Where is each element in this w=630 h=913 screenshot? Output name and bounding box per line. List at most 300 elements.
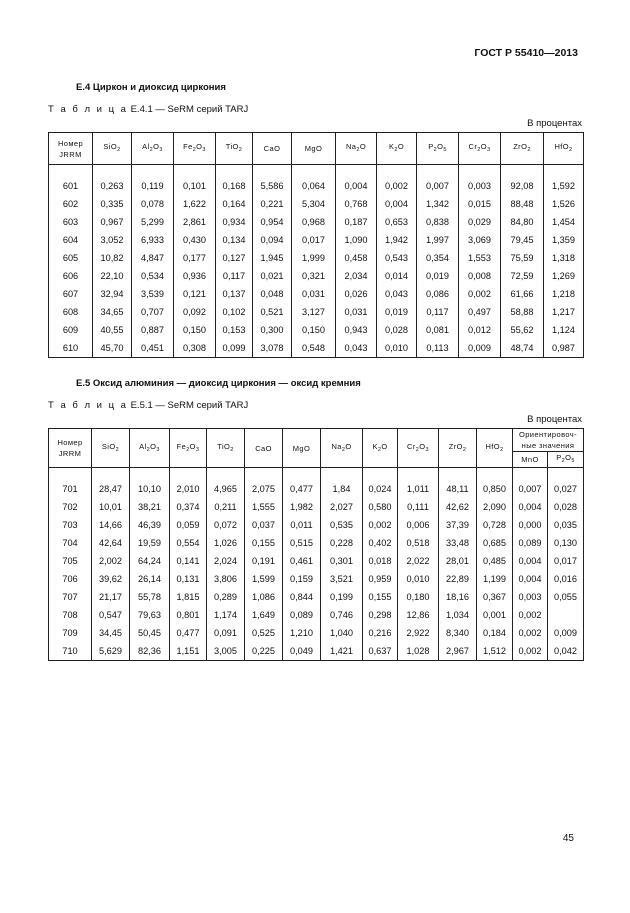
table-cell: 1,086 <box>245 588 283 606</box>
table-cell: 0,002 <box>513 606 548 624</box>
table-cell: 1,124 <box>544 321 584 339</box>
table-cell: 0,485 <box>477 552 513 570</box>
table-cell: 0,150 <box>292 321 336 339</box>
table-cell: 0,043 <box>377 285 417 303</box>
table-cell: 0,017 <box>292 231 336 249</box>
table-row <box>49 285 584 303</box>
col-hfo2: HfO$_2$ <box>544 133 584 165</box>
table-cell: 0,002 <box>513 642 548 661</box>
table-cell: 0,007 <box>417 173 459 195</box>
table-cell: 1,210 <box>283 624 321 642</box>
table-cell: 0,078 <box>132 195 174 213</box>
col-al2o3: $Al_2O_3$ <box>132 133 174 165</box>
col-number: Номер JRRM <box>49 429 92 468</box>
table-cell: 1,342 <box>417 195 459 213</box>
table-cell: 42,64 <box>92 534 130 552</box>
table-cell: 32,94 <box>93 285 132 303</box>
table-row <box>49 213 584 231</box>
row-number-cell: 603 <box>49 213 93 231</box>
table-cell: 0,547 <box>92 606 130 624</box>
table-cell: 0,164 <box>216 195 253 213</box>
table-cell: 0,518 <box>398 534 439 552</box>
table-cell: 0,027 <box>548 476 584 498</box>
row-number-cell: 701 <box>49 476 92 498</box>
col-mno: MnO <box>513 452 548 468</box>
row-number-cell: 707 <box>49 588 92 606</box>
table-row <box>49 303 584 321</box>
table-cell: 0,477 <box>170 624 207 642</box>
col-p2o5: $P_2O_5$ <box>548 452 584 468</box>
table-cell: 1,622 <box>174 195 216 213</box>
table-cell: 0,354 <box>417 249 459 267</box>
table-cell: 0,089 <box>513 534 548 552</box>
table-cell: 2,002 <box>92 552 130 570</box>
table-cell: 3,052 <box>93 231 132 249</box>
table-cell: 0,004 <box>377 195 417 213</box>
caption-prefix: Т а б л и ц а <box>48 104 128 115</box>
table-cell: 0,367 <box>477 588 513 606</box>
table-cell: 1,592 <box>544 173 584 195</box>
table-cell: 1,011 <box>398 476 439 498</box>
table-cell: 0,043 <box>336 339 377 358</box>
table-cell: 1,269 <box>544 267 584 285</box>
table-cell: 1,034 <box>439 606 477 624</box>
table-cell: 18,16 <box>439 588 477 606</box>
table-cell: 5,304 <box>292 195 336 213</box>
table-cell: 0,072 <box>207 516 245 534</box>
table-cell: 19,59 <box>130 534 170 552</box>
table-cell: 48,74 <box>501 339 544 358</box>
table-cell: 0,024 <box>363 476 398 498</box>
table-cell: 0,543 <box>377 249 417 267</box>
table-cell: 2,967 <box>439 642 477 661</box>
col-mgo: MgO <box>292 133 336 165</box>
col-na2o: $Na_2O$ <box>321 429 363 468</box>
table-cell: 0,707 <box>132 303 174 321</box>
table-cell: 0,002 <box>363 516 398 534</box>
table-cell: 0,801 <box>170 606 207 624</box>
table-cell: 0,016 <box>548 570 584 588</box>
table-cell: 0,289 <box>207 588 245 606</box>
col-cr2o3: $Cr_2O_3$ <box>398 429 439 468</box>
table-cell: 0,554 <box>170 534 207 552</box>
table-cell: 0,535 <box>321 516 363 534</box>
section-e4-title: Е.4 Циркон и диоксид циркония <box>76 82 226 93</box>
table-cell: 61,66 <box>501 285 544 303</box>
table-cell: 0,177 <box>174 249 216 267</box>
row-number-cell: 708 <box>49 606 92 624</box>
table-cell: 1,815 <box>170 588 207 606</box>
table-cell: 0,155 <box>245 534 283 552</box>
table-row <box>49 173 584 195</box>
table-cell: 3,521 <box>321 570 363 588</box>
table-row <box>49 249 584 267</box>
units-label: В процентах <box>527 414 582 425</box>
table-cell: 0,374 <box>170 498 207 516</box>
table-cell: 0,168 <box>216 173 253 195</box>
table-cell: 2,922 <box>398 624 439 642</box>
row-number-cell: 710 <box>49 642 92 661</box>
table-cell: 0,159 <box>283 570 321 588</box>
table-cell: 0,007 <box>513 476 548 498</box>
table-cell: 0,263 <box>93 173 132 195</box>
table-cell: 2,861 <box>174 213 216 231</box>
table-cell: 0,430 <box>174 231 216 249</box>
table-e51-caption <box>48 400 248 411</box>
table-cell: 1,997 <box>417 231 459 249</box>
col-hfo2: HfO$_2$ <box>477 429 513 468</box>
table-cell: 0,216 <box>363 624 398 642</box>
table-cell: 0,017 <box>548 552 584 570</box>
table-cell: 0,451 <box>132 339 174 358</box>
table-cell: 0,049 <box>283 642 321 661</box>
table-cell: 5,629 <box>92 642 130 661</box>
table-cell: 1,151 <box>170 642 207 661</box>
table-cell: 0,010 <box>377 339 417 358</box>
col-tio2: TiO$_2$ <box>207 429 245 468</box>
table-cell: 1,945 <box>253 249 292 267</box>
col-k2o: $K_2O$ <box>363 429 398 468</box>
table-cell: 39,62 <box>92 570 130 588</box>
table-e41 <box>48 132 584 358</box>
table-cell: 1,421 <box>321 642 363 661</box>
table-cell: 0,117 <box>417 303 459 321</box>
table-cell: 22,89 <box>439 570 477 588</box>
table-cell: 2,024 <box>207 552 245 570</box>
table-cell: 72,59 <box>501 267 544 285</box>
table-cell: 0,967 <box>93 213 132 231</box>
table-cell: 0,099 <box>216 339 253 358</box>
table-cell: 0,768 <box>336 195 377 213</box>
table-cell: 0,934 <box>216 213 253 231</box>
table-e51 <box>48 428 584 661</box>
table-row <box>49 516 584 534</box>
table-cell: 3,069 <box>459 231 501 249</box>
col-al2o3: $Al_2O_3$ <box>130 429 170 468</box>
table-cell: 0,580 <box>363 498 398 516</box>
table-cell: 0,228 <box>321 534 363 552</box>
table-row <box>49 552 584 570</box>
col-group-indicative: Ориентировоч- ные значения <box>513 429 584 452</box>
table-cell: 1,512 <box>477 642 513 661</box>
table-row <box>49 498 584 516</box>
col-na2o: $Na_2O$ <box>336 133 377 165</box>
table-cell: 0,081 <box>417 321 459 339</box>
table-cell: 0,121 <box>174 285 216 303</box>
table-cell: 0,746 <box>321 606 363 624</box>
table-cell: 0,048 <box>253 285 292 303</box>
table-cell: 50,45 <box>130 624 170 642</box>
table-cell: 0,968 <box>292 213 336 231</box>
table-cell: 0,653 <box>377 213 417 231</box>
row-number-cell: 706 <box>49 570 92 588</box>
table-cell: 2,034 <box>336 267 377 285</box>
table-cell: 22,10 <box>93 267 132 285</box>
table-cell: 1,026 <box>207 534 245 552</box>
table-cell: 1,218 <box>544 285 584 303</box>
table-cell: 2,075 <box>245 476 283 498</box>
table-cell: 10,82 <box>93 249 132 267</box>
table-cell: 10,01 <box>92 498 130 516</box>
table-cell: 0,021 <box>253 267 292 285</box>
table-cell: 0,838 <box>417 213 459 231</box>
table-cell: 28,01 <box>439 552 477 570</box>
table-cell: 3,539 <box>132 285 174 303</box>
table-cell: 0,298 <box>363 606 398 624</box>
table-header-row <box>49 133 584 165</box>
table-cell: 0,521 <box>253 303 292 321</box>
table-cell: 1,553 <box>459 249 501 267</box>
table-cell: 0,113 <box>417 339 459 358</box>
table-cell: 0,685 <box>477 534 513 552</box>
table-cell: 12,86 <box>398 606 439 624</box>
table-cell: 0,150 <box>174 321 216 339</box>
col-zro2: ZrO$_2$ <box>439 429 477 468</box>
table-cell: 0,094 <box>253 231 292 249</box>
row-number-cell: 609 <box>49 321 93 339</box>
table-cell: 0,015 <box>459 195 501 213</box>
table-cell: 1,84 <box>321 476 363 498</box>
table-cell: 0,018 <box>363 552 398 570</box>
table-cell: 0,059 <box>170 516 207 534</box>
table-cell: 48,11 <box>439 476 477 498</box>
row-number-cell: 602 <box>49 195 93 213</box>
table-cell: 0,548 <box>292 339 336 358</box>
table-cell: 0,130 <box>548 534 584 552</box>
col-fe2o3: $Fe_2O_3$ <box>174 133 216 165</box>
table-cell: 33,48 <box>439 534 477 552</box>
col-k2o: $K_2O$ <box>377 133 417 165</box>
row-number-cell: 709 <box>49 624 92 642</box>
table-cell: 0,954 <box>253 213 292 231</box>
table-cell: 40,55 <box>93 321 132 339</box>
table-cell: 1,028 <box>398 642 439 661</box>
table-cell: 2,027 <box>321 498 363 516</box>
table-cell: 21,17 <box>92 588 130 606</box>
table-cell: 0,987 <box>544 339 584 358</box>
table-cell: 0,850 <box>477 476 513 498</box>
table-cell: 64,24 <box>130 552 170 570</box>
table-cell: 0,402 <box>363 534 398 552</box>
table-cell: 5,586 <box>253 173 292 195</box>
table-cell: 1,649 <box>245 606 283 624</box>
table-cell: 0,936 <box>174 267 216 285</box>
table-cell: 0,637 <box>363 642 398 661</box>
table-cell: 3,127 <box>292 303 336 321</box>
table-cell: 26,14 <box>130 570 170 588</box>
table-cell: 79,63 <box>130 606 170 624</box>
table-cell: 0,064 <box>292 173 336 195</box>
table-cell: 0,003 <box>459 173 501 195</box>
table-cell: 0,111 <box>398 498 439 516</box>
row-number-cell: 608 <box>49 303 93 321</box>
table-row <box>49 642 584 661</box>
table-cell: 0,002 <box>377 173 417 195</box>
table-cell: 0,086 <box>417 285 459 303</box>
table-row <box>49 606 584 624</box>
table-cell: 0,000 <box>513 516 548 534</box>
table-cell: 0,943 <box>336 321 377 339</box>
table-cell: 0,119 <box>132 173 174 195</box>
row-number-cell: 705 <box>49 552 92 570</box>
table-cell: 0,301 <box>321 552 363 570</box>
caption-text: Е.5.1 — SeRM серий TARJ <box>130 400 249 411</box>
col-cao: CaO <box>253 133 292 165</box>
table-cell: 1,174 <box>207 606 245 624</box>
table-cell: 3,078 <box>253 339 292 358</box>
table-cell: 0,102 <box>216 303 253 321</box>
table-cell: 0,461 <box>283 552 321 570</box>
table-cell: 88,48 <box>501 195 544 213</box>
table-row <box>49 476 584 498</box>
table-cell: 0,101 <box>174 173 216 195</box>
table-cell: 46,39 <box>130 516 170 534</box>
table-cell: 0,014 <box>377 267 417 285</box>
table-cell: 79,45 <box>501 231 544 249</box>
table-cell: 5,299 <box>132 213 174 231</box>
table-cell: 0,321 <box>292 267 336 285</box>
table-cell: 1,217 <box>544 303 584 321</box>
table-cell: 0,008 <box>459 267 501 285</box>
table-cell: 0,037 <box>245 516 283 534</box>
table-cell: 0,004 <box>513 552 548 570</box>
table-cell: 0,004 <box>513 570 548 588</box>
col-cao: CaO <box>245 429 283 468</box>
table-cell: 0,009 <box>548 624 584 642</box>
table-cell: 0,335 <box>93 195 132 213</box>
table-cell: 0,187 <box>336 213 377 231</box>
table-cell: 0,211 <box>207 498 245 516</box>
table-cell: 1,090 <box>336 231 377 249</box>
table-cell: 1,599 <box>245 570 283 588</box>
caption-text: Е.4.1 — SeRM серий TARJ <box>130 104 249 115</box>
table-cell: 0,006 <box>398 516 439 534</box>
table-cell: 0,155 <box>363 588 398 606</box>
table-cell: 0,131 <box>170 570 207 588</box>
table-cell: 0,089 <box>283 606 321 624</box>
caption-prefix: Т а б л и ц а <box>48 400 128 411</box>
col-number: Номер JRRM <box>49 133 93 165</box>
table-cell: 34,65 <box>93 303 132 321</box>
table-cell: 58,88 <box>501 303 544 321</box>
table-cell: 84,80 <box>501 213 544 231</box>
table-row <box>49 624 584 642</box>
table-cell: 0,141 <box>170 552 207 570</box>
table-cell: 0,012 <box>459 321 501 339</box>
table-cell: 1,526 <box>544 195 584 213</box>
table-cell: 45,70 <box>93 339 132 358</box>
table-cell: 0,525 <box>245 624 283 642</box>
table-cell: 3,005 <box>207 642 245 661</box>
table-cell: 0,127 <box>216 249 253 267</box>
table-row <box>49 231 584 249</box>
table-cell: 34,45 <box>92 624 130 642</box>
table-cell: 6,933 <box>132 231 174 249</box>
table-cell: 0,026 <box>336 285 377 303</box>
row-number-cell: 610 <box>49 339 93 358</box>
row-number-cell: 606 <box>49 267 93 285</box>
table-cell: 0,134 <box>216 231 253 249</box>
table-cell: 0,534 <box>132 267 174 285</box>
table-cell: 1,999 <box>292 249 336 267</box>
table-cell <box>548 606 584 624</box>
table-cell: 0,728 <box>477 516 513 534</box>
table-cell: 0,225 <box>245 642 283 661</box>
table-cell: 55,62 <box>501 321 544 339</box>
table-cell: 2,010 <box>170 476 207 498</box>
col-sio2: SiO$_2$ <box>93 133 132 165</box>
table-cell: 0,308 <box>174 339 216 358</box>
table-cell: 4,847 <box>132 249 174 267</box>
table-cell: 1,199 <box>477 570 513 588</box>
standard-number: ГОСТ Р 55410—2013 <box>474 47 578 59</box>
row-number-cell: 601 <box>49 173 93 195</box>
table-cell: 0,002 <box>459 285 501 303</box>
table-row <box>49 588 584 606</box>
table-cell: 0,477 <box>283 476 321 498</box>
table-cell: 0,887 <box>132 321 174 339</box>
table-cell: 0,011 <box>283 516 321 534</box>
table-cell: 0,153 <box>216 321 253 339</box>
row-number-cell: 607 <box>49 285 93 303</box>
table-cell: 0,004 <box>336 173 377 195</box>
table-cell: 1,040 <box>321 624 363 642</box>
table-row <box>49 267 584 285</box>
table-cell: 0,199 <box>321 588 363 606</box>
table-cell: 82,36 <box>130 642 170 661</box>
col-sio2: SiO$_2$ <box>92 429 130 468</box>
table-cell: 0,458 <box>336 249 377 267</box>
table-cell: 0,031 <box>292 285 336 303</box>
table-cell: 0,001 <box>477 606 513 624</box>
table-cell: 0,042 <box>548 642 584 661</box>
section-e5-title: Е.5 Оксид алюминия — диоксид циркония — оксид кремния <box>76 378 361 389</box>
col-fe2o3: $Fe_2O_3$ <box>170 429 207 468</box>
row-number-cell: 604 <box>49 231 93 249</box>
table-cell: 0,844 <box>283 588 321 606</box>
table-cell: 2,090 <box>477 498 513 516</box>
row-number-cell: 605 <box>49 249 93 267</box>
table-cell: 1,942 <box>377 231 417 249</box>
table-cell: 0,004 <box>513 498 548 516</box>
table-cell: 0,092 <box>174 303 216 321</box>
col-cr2o3: $Cr_2O_3$ <box>459 133 501 165</box>
table-cell: 42,62 <box>439 498 477 516</box>
table-row <box>49 321 584 339</box>
row-number-cell: 702 <box>49 498 92 516</box>
table-cell: 0,009 <box>459 339 501 358</box>
table-cell: 2,022 <box>398 552 439 570</box>
table-cell: 28,47 <box>92 476 130 498</box>
table-cell: 0,180 <box>398 588 439 606</box>
table-cell: 0,117 <box>216 267 253 285</box>
table-cell: 55,78 <box>130 588 170 606</box>
table-header-row <box>49 429 584 452</box>
table-cell: 0,055 <box>548 588 584 606</box>
table-cell: 14,66 <box>92 516 130 534</box>
table-cell: 1,359 <box>544 231 584 249</box>
table-cell: 0,959 <box>363 570 398 588</box>
table-cell: 1,454 <box>544 213 584 231</box>
col-tio2: TiO$_2$ <box>216 133 253 165</box>
col-p2o5: $P_2O_5$ <box>417 133 459 165</box>
table-cell: 0,300 <box>253 321 292 339</box>
table-cell: 0,003 <box>513 588 548 606</box>
table-cell: 0,019 <box>377 303 417 321</box>
table-cell: 0,031 <box>336 303 377 321</box>
table-cell: 1,318 <box>544 249 584 267</box>
row-number-cell: 704 <box>49 534 92 552</box>
